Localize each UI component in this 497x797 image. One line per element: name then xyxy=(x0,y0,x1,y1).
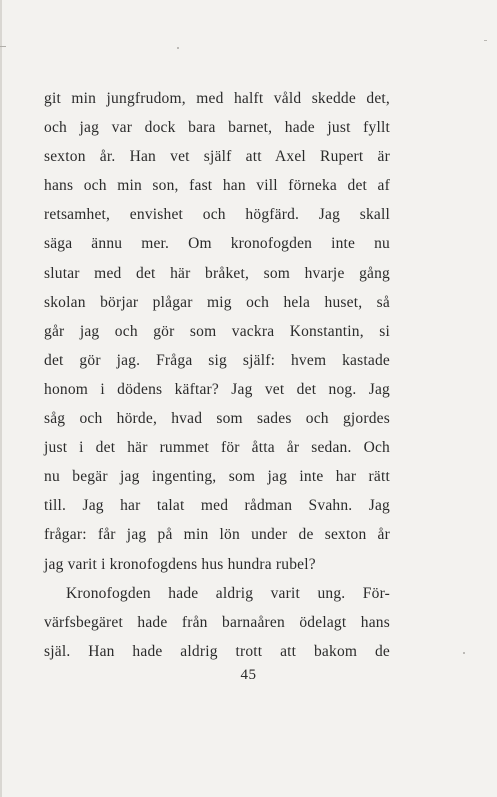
body-text xyxy=(44,84,390,666)
scan-edge-mark xyxy=(484,40,487,41)
text-line: värfsbegäret hade från barnaåren ödelagt hans xyxy=(44,613,390,631)
text-line: just i det här rummet för åtta år sedan. Och xyxy=(44,439,390,457)
text-line: git min jungfrudom, med halft våld skedde det, xyxy=(44,90,390,107)
text-line: Kronofogden hade aldrig varit ung. För- xyxy=(66,584,390,602)
text-line: slutar med det här bråket, som hvarje gång xyxy=(44,264,390,282)
text-line: retsamhet, envishet och högfärd. Jag skall xyxy=(44,206,390,224)
text-line: skolan börjar plågar mig och hela huset, så xyxy=(44,293,390,311)
text-line: jag varit i kronofogdens hus hundra rubel? xyxy=(44,555,316,573)
scan-tick-mark xyxy=(0,46,6,47)
scan-speck xyxy=(177,47,179,49)
scan-speck xyxy=(463,652,465,654)
text-line: och jag var dock bara barnet, hade just fyllt xyxy=(44,119,390,137)
text-line: hans och min son, fast han vill förneka det af xyxy=(44,177,390,195)
text-line: honom i dödens käftar? Jag vet det nog. Jag xyxy=(44,380,390,398)
text-line: själ. Han hade aldrig trott att bakom de xyxy=(44,642,390,660)
text-line: det gör jag. Fråga sig själf: hvem kastade xyxy=(44,351,390,369)
text-line: går jag och gör som vackra Konstantin, si xyxy=(44,322,390,340)
text-line: såg och hörde, hvad som sades och gjordes xyxy=(44,410,390,428)
text-line: sexton år. Han vet själf att Axel Rupert är xyxy=(44,148,390,166)
text-line: säga ännu mer. Om kronofogden inte nu xyxy=(44,235,390,253)
text-line: nu begär jag ingenting, som jag inte har rätt xyxy=(44,468,390,486)
page-number: 45 xyxy=(240,667,257,683)
text-line: till. Jag har talat med rådman Svahn. Jag xyxy=(44,497,390,515)
text-line: frågar: får jag på min lön under de sexton år xyxy=(44,526,390,544)
